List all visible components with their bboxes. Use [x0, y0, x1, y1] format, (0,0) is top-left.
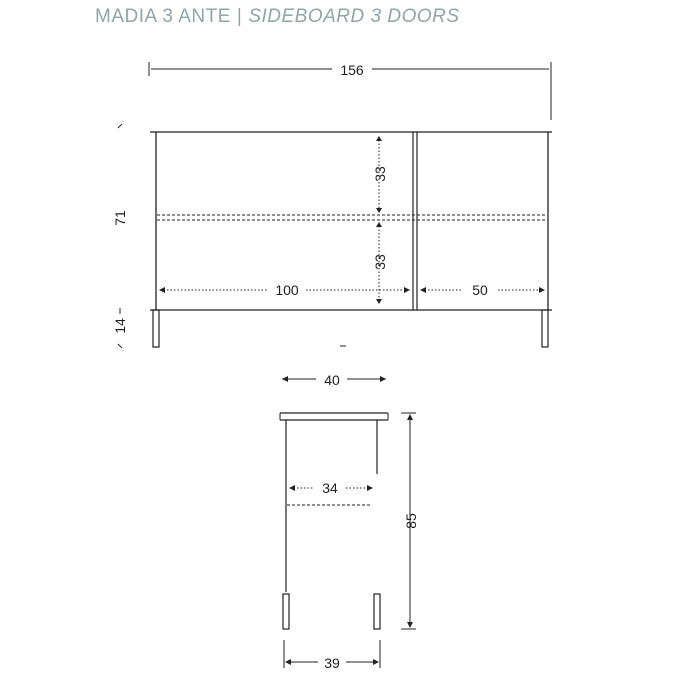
title-separator: |: [236, 6, 243, 27]
side-left-leg: [283, 594, 289, 629]
label-shelf-lower: 33: [372, 254, 388, 270]
label-width: 156: [340, 62, 364, 78]
front-view: [118, 62, 552, 348]
label-total-height: 85: [403, 513, 419, 529]
label-leg-height: 14: [112, 318, 128, 334]
label-base-depth: 39: [324, 655, 340, 671]
right-leg: [542, 310, 548, 347]
label-shelf-upper: 33: [372, 166, 388, 182]
label-height: 71: [112, 210, 128, 226]
label-left-section: 100: [275, 282, 299, 298]
title-english: SIDEBOARD 3 DOORS: [248, 6, 460, 27]
side-view: [280, 376, 416, 668]
label-right-section: 50: [472, 282, 488, 298]
side-right-leg: [374, 594, 380, 629]
label-top-depth: 40: [324, 372, 340, 388]
title-italian: MADIA 3 ANTE: [95, 6, 231, 27]
left-leg: [153, 310, 159, 347]
label-inner-depth: 34: [322, 480, 338, 496]
